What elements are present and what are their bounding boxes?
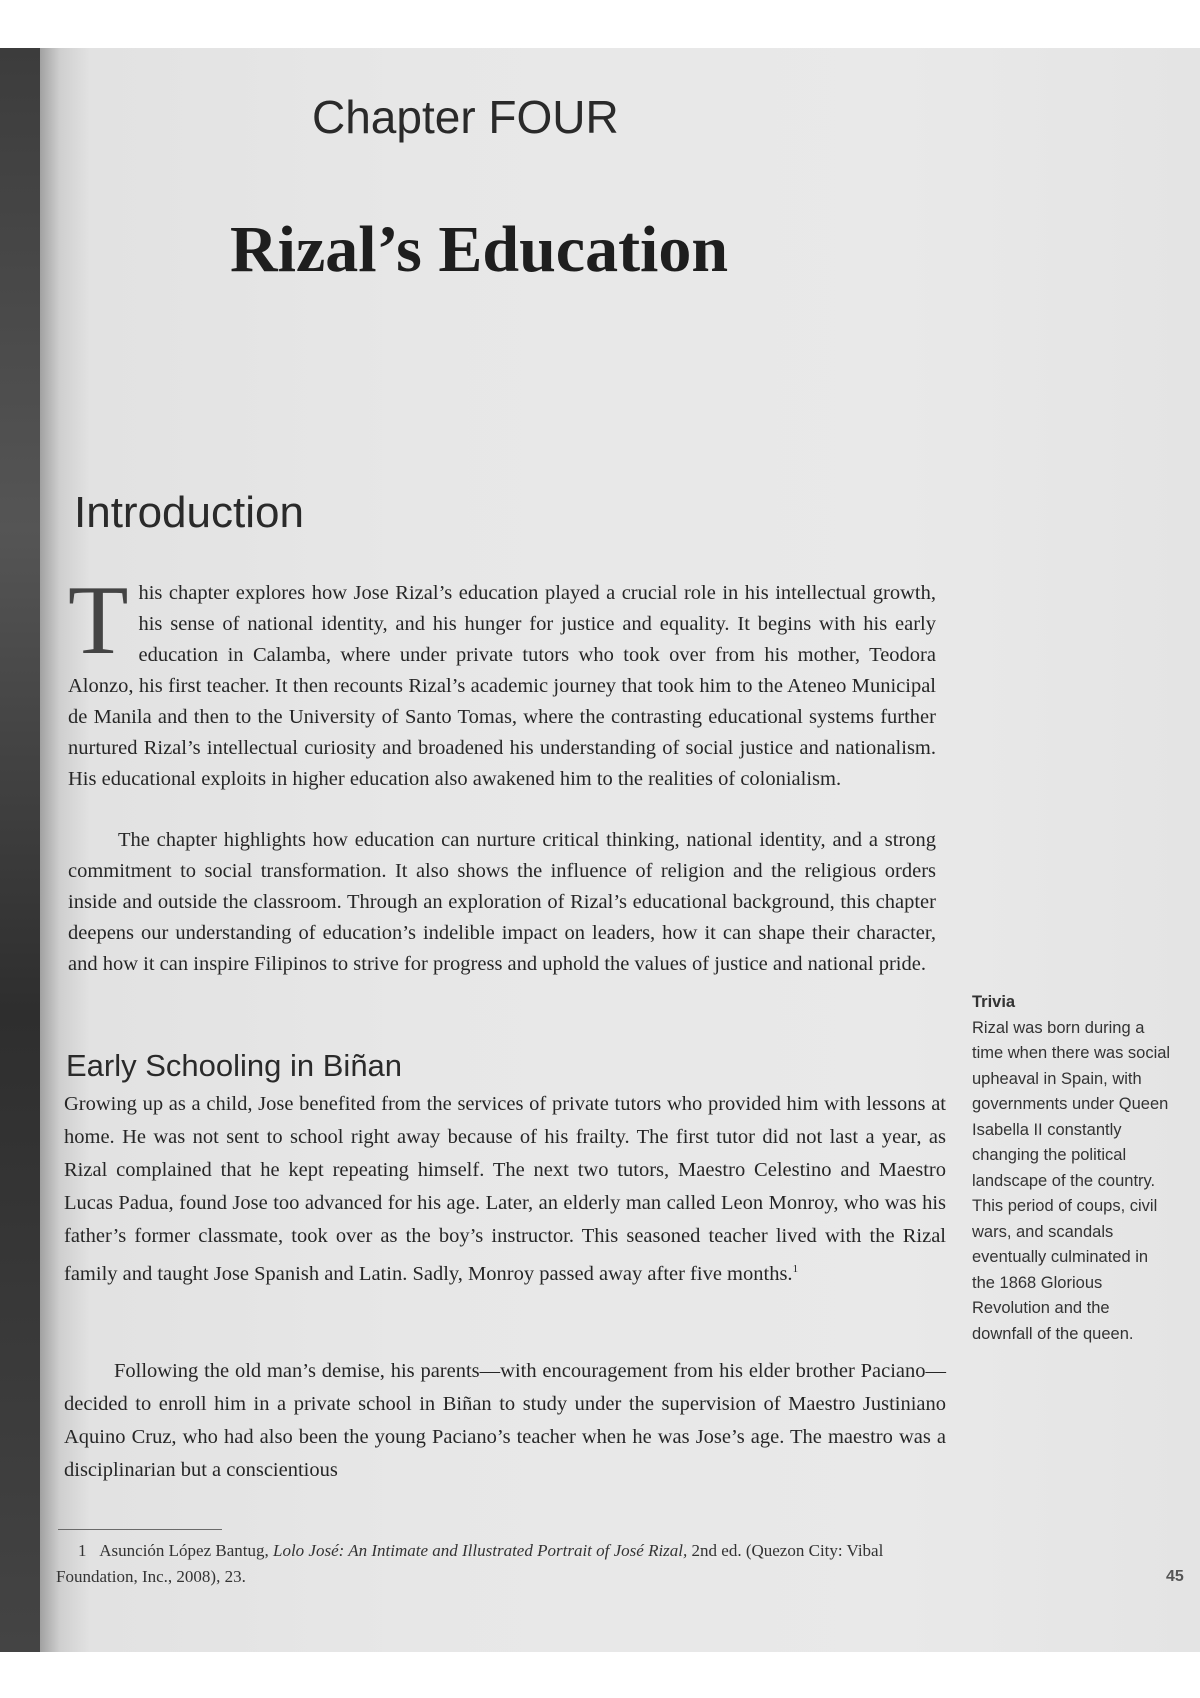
footnote-number: 1: [78, 1541, 87, 1560]
footnote-reference[interactable]: 1: [792, 1263, 799, 1275]
book-page: [0, 48, 1200, 1652]
scan-bottom-margin: [0, 1652, 1200, 1698]
chapter-label: Chapter FOUR: [312, 91, 619, 143]
trivia-sidebar: [972, 990, 1172, 1347]
early-schooling-paragraph-1: [64, 1088, 946, 1291]
introduction-paragraph-1-text: his chapter explores how Jose Rizal’s education played a crucial role in his intellectual growth, his sense of national identity, and his hunger for justice and equality. It begins with his early education in Calamba, where under private tutors who took over from his mother, Teodora Alonzo, his first teacher. It then recounts Rizal’s academic journey that took him to the Ateneo Municipal de Manila and then to the University of Santo Tomas, where the contrasting educational systems further nurtured Rizal’s intellectual curiosity and broadened his understanding of social justice and nationalism. His educational exploits in higher education also awakened him to the realities of colonialism.: [68, 582, 936, 790]
trivia-text: Rizal was born during a time when there was social upheaval in Spain, with governments under Queen Isabella II constantly changing the political landscape of the country. This period of coups, civil wars, and scandals eventually culminated in the 1868 Glorious Revolution and the downfall of the queen.: [972, 1018, 1171, 1343]
early-schooling-heading: Early Schooling in Biñan: [66, 1048, 403, 1083]
chapter-title: Rizal’s Education: [230, 213, 729, 286]
footnote-details: 2nd ed. (Quezon City: Vibal Foundation, Inc., 2008), 23.: [56, 1541, 884, 1586]
introduction-heading: Introduction: [74, 488, 304, 537]
drop-cap: T: [68, 566, 129, 675]
footnote: [56, 1538, 956, 1590]
footnote-author: Asunción López Bantug,: [99, 1541, 269, 1560]
footnote-divider: [58, 1529, 222, 1530]
book-spine-shadow: [0, 48, 40, 1652]
page-number: 45: [1166, 1568, 1184, 1585]
trivia-title: Trivia: [972, 993, 1016, 1011]
introduction-paragraph-2: The chapter highlights how education can nurture critical thinking, national identity, and a strong commitment to social transformation. It also shows the influence of religion and the religious orders inside and outside the classroom. Through an exploration of Rizal’s educational background, this chapter deepens our understanding of education’s indelible impact on leaders, how it can shape their character, and how it can inspire Filipinos to strive for progress and uphold the values of justice and national pride.: [68, 829, 936, 975]
introduction-paragraph-1: [68, 566, 936, 795]
scan-top-margin: [0, 0, 1200, 48]
early-schooling-paragraph-2: Following the old man’s demise, his parents—with encouragement from his elder brother Paciano—decided to enroll him in a private school in Biñan to study under the supervision of Maestro Justiniano Aquino Cruz, who had also been the young Paciano’s teacher when he was Jose’s age. The maestro was a disciplinarian but a conscientious: [64, 1360, 946, 1481]
early-schooling-paragraph-1-text: Growing up as a child, Jose benefited from the services of private tutors who provided him with lessons at home. He was not sent to school right away because of his frailty. The first tutor did not last a year, as Rizal complained that he kept repeating himself. The next two tutors, Maestro Celestino and Maestro Lucas Padua, found Jose too advanced for his age. Later, an elderly man called Leon Monroy, who was his father’s former classmate, took over as the boy’s instructor. This seasoned teacher lived with the Rizal family and taught Jose Spanish and Latin. Sadly, Monroy passed away after five months.: [64, 1093, 946, 1285]
footnote-book-title: Lolo José: An Intimate and Illustrated Portrait of José Rizal,: [273, 1541, 688, 1560]
